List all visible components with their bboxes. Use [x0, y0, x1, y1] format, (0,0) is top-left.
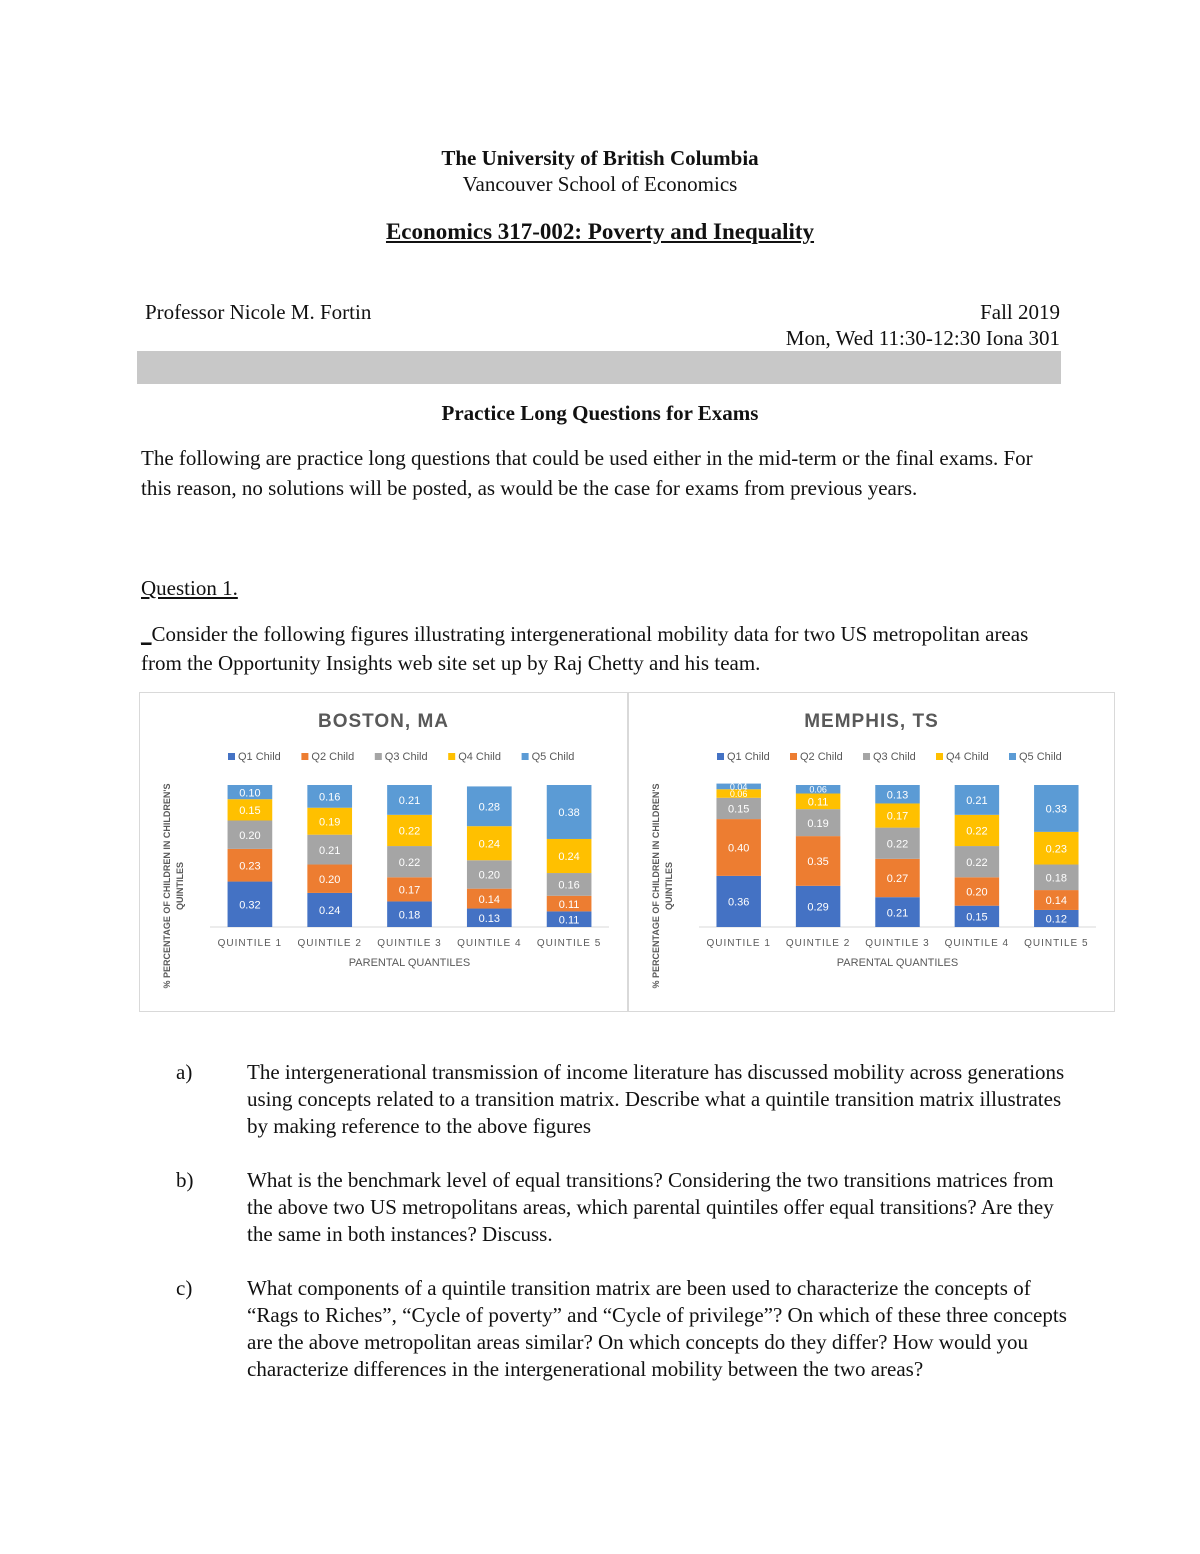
- data-label: 0.22: [966, 856, 988, 869]
- data-label: 0.12: [1045, 913, 1068, 926]
- data-label: 0.29: [807, 901, 829, 914]
- data-label: 0.24: [558, 851, 580, 864]
- data-label: 0.22: [398, 825, 421, 838]
- data-label: 0.13: [478, 912, 501, 925]
- data-label: 0.36: [727, 896, 750, 909]
- legend-label: Q2 Child: [311, 751, 355, 763]
- legend-swatch: [448, 753, 455, 760]
- data-label: 0.19: [807, 817, 829, 830]
- legend-label: Q5 Child: [531, 751, 575, 763]
- legend-swatch: [228, 753, 235, 760]
- data-label: 0.11: [807, 796, 829, 809]
- y-axis-label-line1: % PERCENTAGE OF CHILDREN IN CHILDREN'S: [162, 783, 172, 989]
- part-text: What components of a quintile transition matrix are been used to characterize the concepts of “Rags to Riches”, “Cycle of poverty” and “Cycle of privilege”? On which of these three concepts are the above metropolitan areas similar? On which concepts do they differ? How would you characterize differences in the intergenerational mobility between the two areas?: [247, 1276, 1067, 1381]
- x-tick-label: QUINTILE 2: [785, 938, 851, 949]
- legend-label: Q4 Child: [946, 751, 989, 763]
- legend-label: Q2 Child: [800, 751, 843, 763]
- legend-label: Q1 Child: [727, 751, 770, 763]
- data-label: 0.23: [239, 860, 261, 873]
- legend-label: Q1 Child: [238, 751, 281, 763]
- legend-swatch: [936, 753, 943, 760]
- data-label: 0.15: [966, 911, 988, 924]
- section-title: Practice Long Questions for Exams: [441, 401, 759, 425]
- data-label: 0.06: [809, 784, 827, 795]
- part-letter: b): [176, 1168, 194, 1192]
- data-label: 0.24: [318, 905, 341, 918]
- data-label: 0.16: [318, 791, 341, 804]
- boston-chart: [139, 692, 628, 1012]
- data-label: 0.17: [398, 884, 421, 897]
- legend-swatch: [863, 753, 870, 760]
- data-label: 0.35: [807, 856, 829, 869]
- data-label: 0.33: [1045, 803, 1068, 816]
- legend-label: Q3 Child: [873, 751, 916, 763]
- part-text: What is the benchmark level of equal transitions? Considering the two transitions matrices from the above two US metropolitans areas, which parental quintiles offer equal transitions? Are they the same in both instances? Discuss.: [247, 1168, 1054, 1246]
- university-name: The University of British Columbia: [441, 146, 759, 170]
- question-heading: Question 1.: [141, 576, 238, 600]
- legend-swatch: [301, 753, 308, 760]
- data-label: 0.15: [239, 805, 261, 818]
- question-lead: [141, 620, 1061, 678]
- data-label: 0.16: [558, 879, 580, 892]
- x-tick-label: QUINTILE 2: [297, 938, 362, 949]
- data-label: 0.21: [966, 795, 988, 808]
- boston-chart-svg: [140, 693, 627, 1011]
- data-label: 0.20: [478, 869, 501, 882]
- data-label: 0.14: [1045, 895, 1068, 908]
- x-tick-label: QUINTILE 3: [377, 938, 442, 949]
- legend-swatch: [522, 753, 529, 760]
- legend-label: Q4 Child: [458, 751, 501, 763]
- professor-name: Professor Nicole M. Fortin: [145, 300, 372, 324]
- data-label: 0.19: [318, 816, 341, 829]
- legend-label: Q5 Child: [1019, 751, 1062, 763]
- data-label: 0.32: [239, 899, 261, 912]
- term: Fall 2019: [980, 300, 1060, 324]
- x-axis-label: PARENTAL QUANTILES: [348, 957, 471, 969]
- data-label: 0.18: [398, 909, 421, 922]
- y-axis-label-line1: % PERCENTAGE OF CHILDREN IN CHILDREN'S: [651, 783, 661, 989]
- memphis-chart-svg: [629, 693, 1114, 1011]
- x-tick-label: QUINTILE 3: [865, 938, 930, 949]
- data-label: 0.22: [886, 838, 909, 851]
- data-label: 0.22: [966, 825, 988, 838]
- data-label: 0.15: [727, 803, 750, 816]
- chart-title: BOSTON, MA: [317, 711, 450, 732]
- data-label: 0.28: [478, 801, 501, 814]
- question-lead-text: Consider the following figures illustrating intergenerational mobility data for two US metropolitan areas from the Opportunity Insights web site set up by Raj Chetty and his team.: [141, 622, 1029, 675]
- data-label: 0.20: [966, 886, 988, 899]
- school-name: Vancouver School of Economics: [462, 172, 738, 196]
- data-label: 0.14: [478, 893, 501, 906]
- data-label: 0.40: [727, 842, 750, 855]
- data-label: 0.22: [398, 856, 421, 869]
- data-label: 0.23: [1045, 843, 1068, 856]
- data-label: 0.20: [318, 873, 341, 886]
- x-tick-label: QUINTILE 5: [536, 938, 602, 949]
- legend-label: Q3 Child: [384, 751, 428, 763]
- part-letter: c): [176, 1276, 193, 1300]
- x-tick-label: QUINTILE 1: [706, 938, 771, 949]
- schedule: Mon, Wed 11:30-12:30 Iona 301: [785, 326, 1060, 350]
- part-letter: a): [176, 1060, 193, 1084]
- data-label: 0.04: [729, 781, 748, 792]
- intro-paragraph: The following are practice long questions that could be used either in the mid-term or the final exams. For this reason, no solutions will be posted, as would be the case for exams from previous years.: [141, 446, 1033, 500]
- header-divider-bar: [137, 351, 1061, 384]
- y-axis-label-line2: QUINTILES: [664, 861, 674, 911]
- x-tick-label: QUINTILE 1: [217, 938, 283, 949]
- data-label: 0.17: [886, 810, 909, 823]
- data-label: 0.21: [318, 844, 341, 857]
- data-label: 0.21: [398, 795, 421, 808]
- data-label: 0.06: [729, 788, 748, 799]
- data-label: 0.27: [886, 873, 909, 886]
- x-tick-label: QUINTILE 5: [1024, 938, 1089, 949]
- x-tick-label: QUINTILE 4: [944, 938, 1010, 949]
- data-label: 0.20: [239, 829, 261, 842]
- y-axis-label: [162, 784, 185, 989]
- x-tick-label: QUINTILE 4: [457, 938, 522, 949]
- data-label: 0.18: [1045, 872, 1068, 885]
- data-label: 0.11: [558, 914, 580, 927]
- legend-swatch: [790, 753, 797, 760]
- legend-swatch: [717, 753, 724, 760]
- y-axis-label: [651, 784, 674, 989]
- legend-swatch: [375, 753, 382, 760]
- memphis-chart: [628, 692, 1115, 1012]
- data-label: 0.24: [478, 838, 501, 851]
- course-title: Economics 317-002: Poverty and Inequality: [385, 219, 815, 244]
- x-axis-label: PARENTAL QUANTILES: [836, 957, 959, 969]
- data-label: 0.13: [886, 789, 909, 802]
- data-label: 0.21: [886, 907, 909, 920]
- legend-swatch: [1009, 753, 1016, 760]
- data-label: 0.38: [558, 807, 580, 820]
- lead-mark: _: [141, 622, 152, 646]
- data-label: 0.11: [558, 898, 580, 911]
- y-axis-label-line2: QUINTILES: [175, 861, 185, 911]
- part-text: The intergenerational transmission of income literature has discussed mobility across generations using concepts related to a transition matrix. Describe what a quintile transition matrix illustrates by making reference to the above figures: [247, 1060, 1065, 1138]
- data-label: 0.10: [239, 787, 261, 800]
- chart-title: MEMPHIS, TS: [804, 711, 939, 732]
